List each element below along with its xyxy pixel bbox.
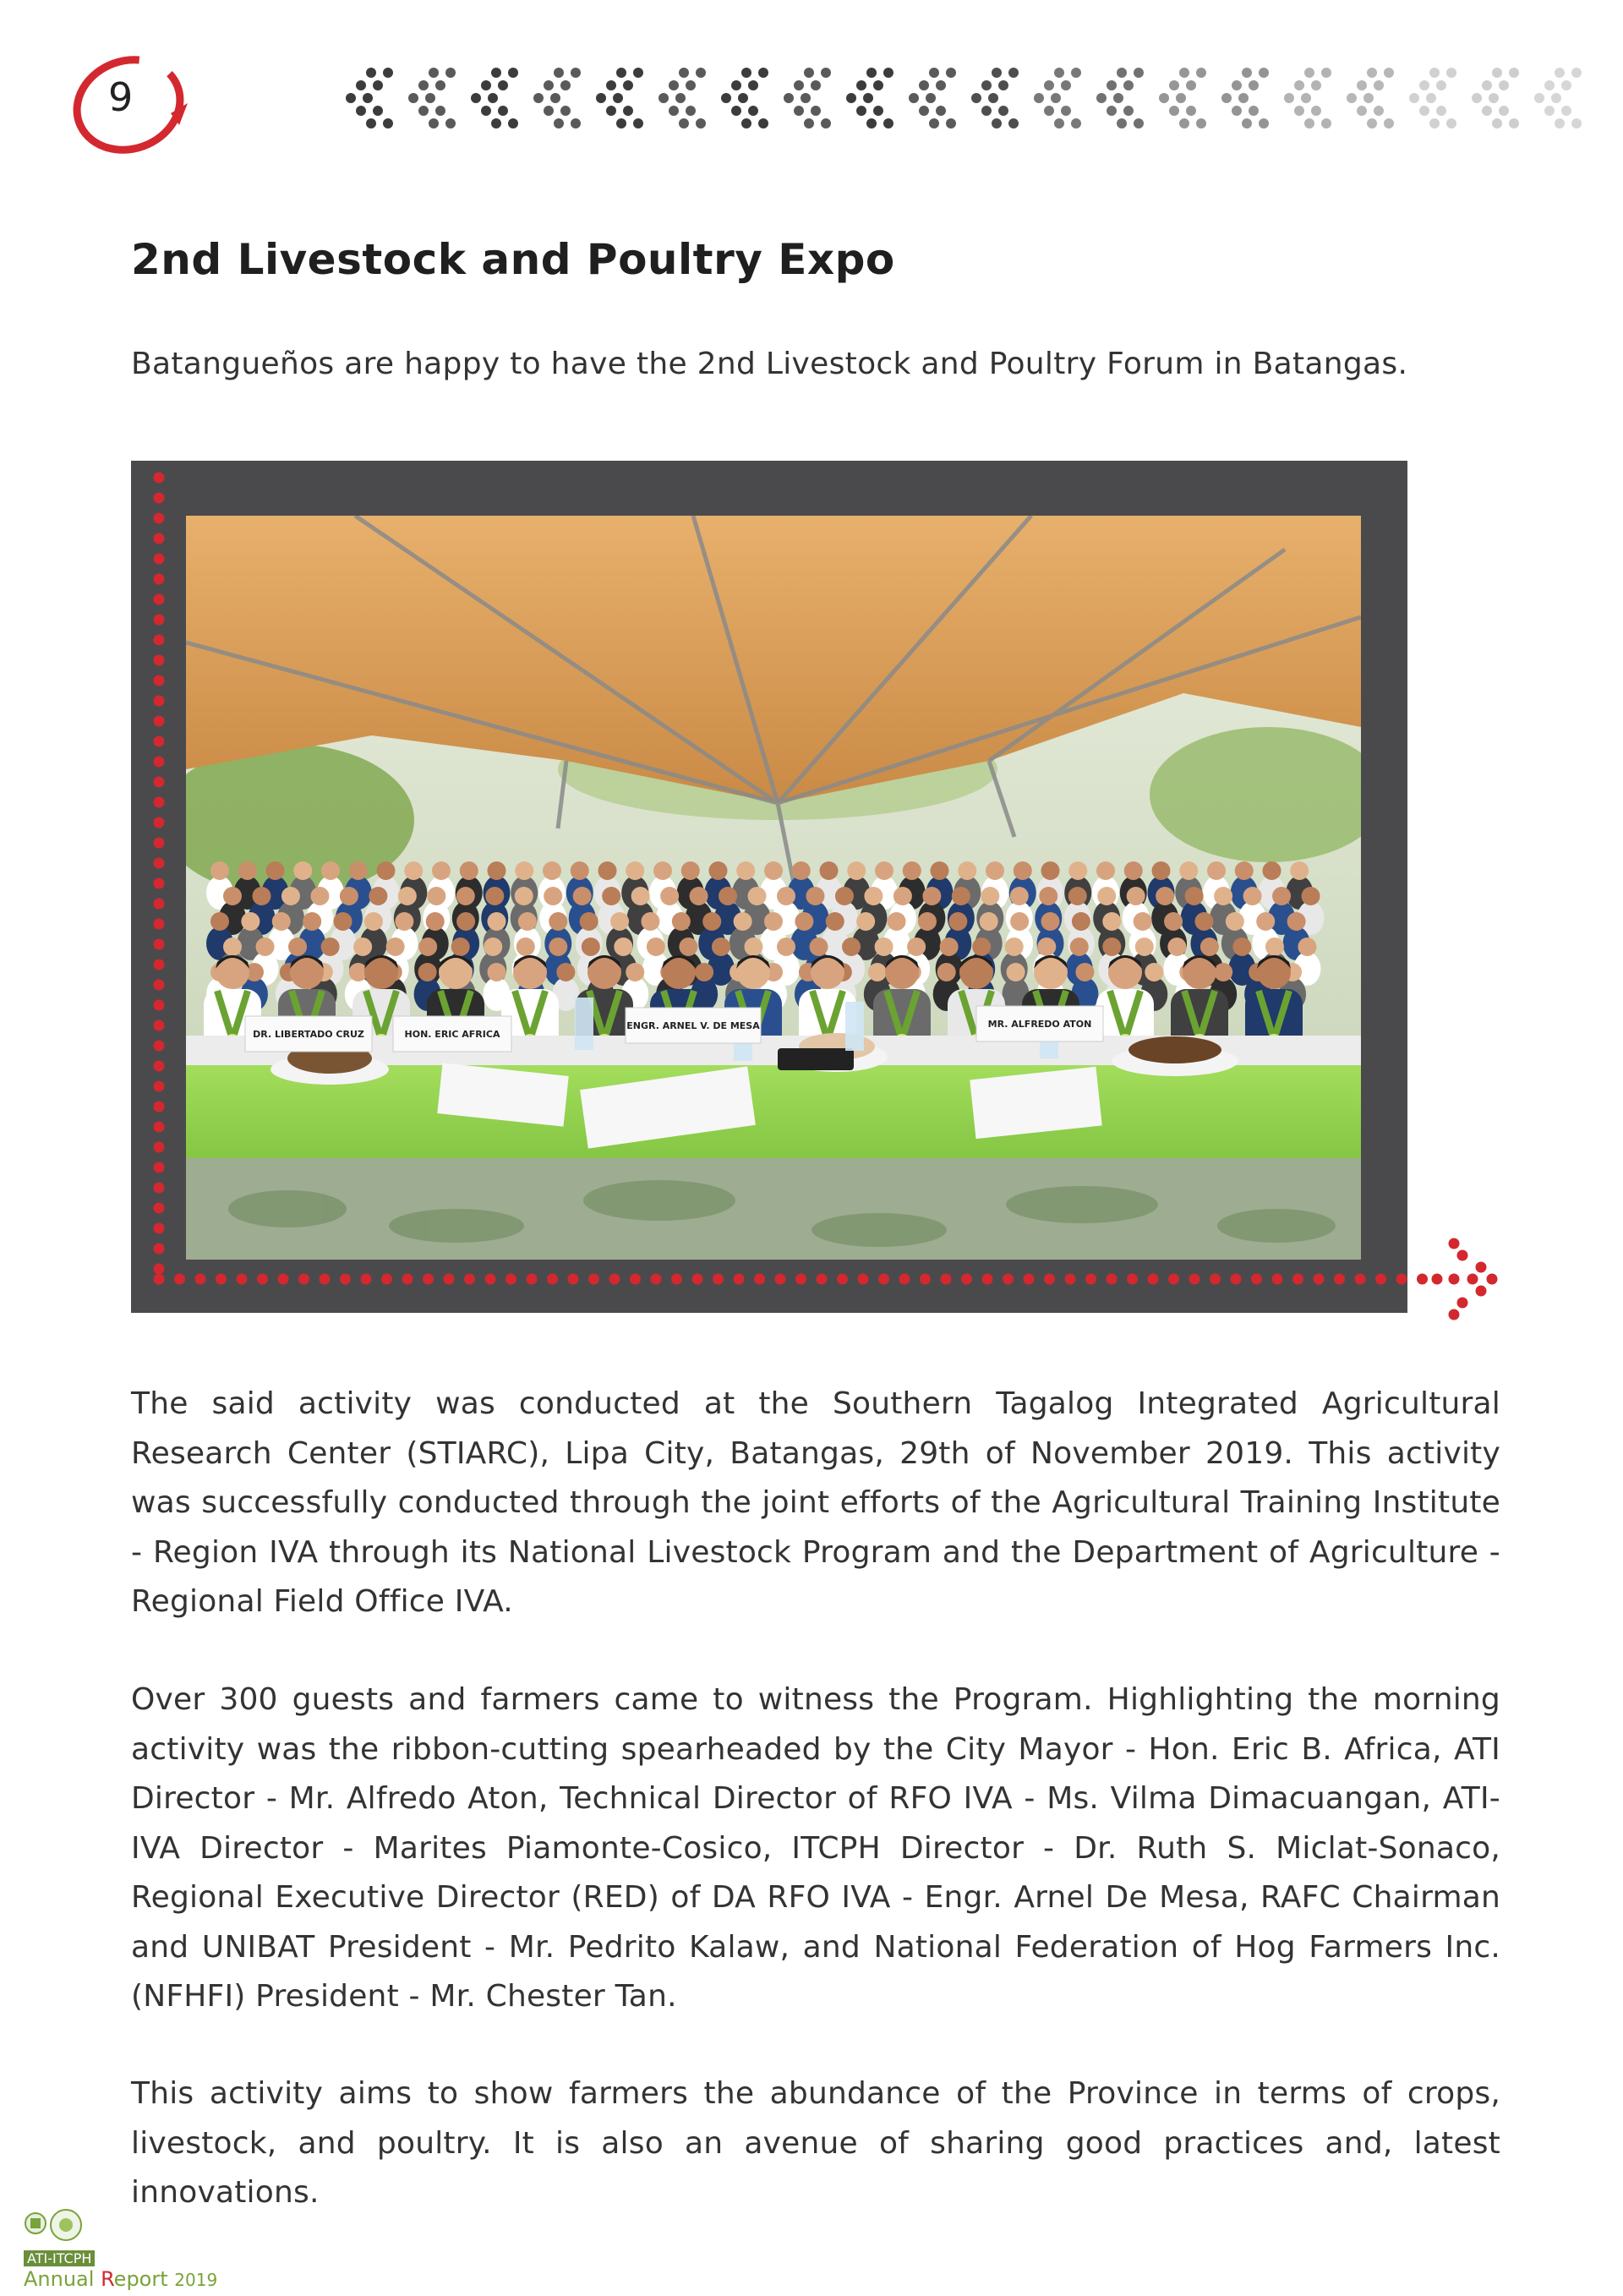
- placard-2: HON. ERIC AFRICA: [404, 1029, 500, 1040]
- organization-logos-icon: [24, 2206, 91, 2249]
- placard-3: ENGR. ARNEL V. DE MESA: [626, 1020, 760, 1031]
- paragraph-2: Over 300 guests and farmers came to witness the Program. Highlighting the morning activity was the ribbon-cutting spearheaded by the City Mayor - Hon. Eric B. Africa, ATI Director - Mr. Alfredo Aton, Technical Director of RFO IVA - Ms. Vilma Dimacuangan, ATI-IVA Director - Marites Piamonte-Cosico, ITCPH Director - Dr. Ruth S. Miclat-Sonaco, Regional Executive Director (RED) of DA RFO IVA - Engr. Arnel De Mesa, RAFC Chairman and UNIBAT President - Mr. Pedrito Kalaw, and National Federation of Hog Farmers Inc. (NFHFI) President - Mr. Chester Tan.: [131, 1682, 1500, 2014]
- page-number: 9: [108, 74, 134, 120]
- footer-brand: ATI-ITCPH: [24, 2250, 95, 2266]
- article-subtitle: Batangueños are happy to have the 2nd Livestock and Poultry Forum in Batangas.: [131, 347, 1408, 381]
- red-dotted-border-decoration: [131, 461, 1517, 1340]
- article-title: 2nd Livestock and Poultry Expo: [131, 235, 895, 284]
- paragraph-1: The said activity was conducted at the Southern Tagalog Integrated Agricultural Research Center (STIARC), Lipa City, Batangas, 29th of November 2019. This activity was successfully conducted through the joint efforts of the Agricultural Training Institute - Region IVA through its National Livestock Program and the Department of Agriculture - Regional Field Office IVA.: [131, 1386, 1500, 1619]
- chevron-row-decoration: [342, 59, 1593, 144]
- footer-report-title: Annual Report 2019: [24, 2267, 218, 2291]
- paragraph-3: This activity aims to show farmers the abundance of the Province in terms of crops, livestock, and poultry. It is also an avenue of sharing good practices and, latest innovations.: [131, 2076, 1500, 2210]
- placard-4: MR. ALFREDO ATON: [987, 1019, 1092, 1030]
- placard-1: DR. LIBERTADO CRUZ: [253, 1029, 364, 1040]
